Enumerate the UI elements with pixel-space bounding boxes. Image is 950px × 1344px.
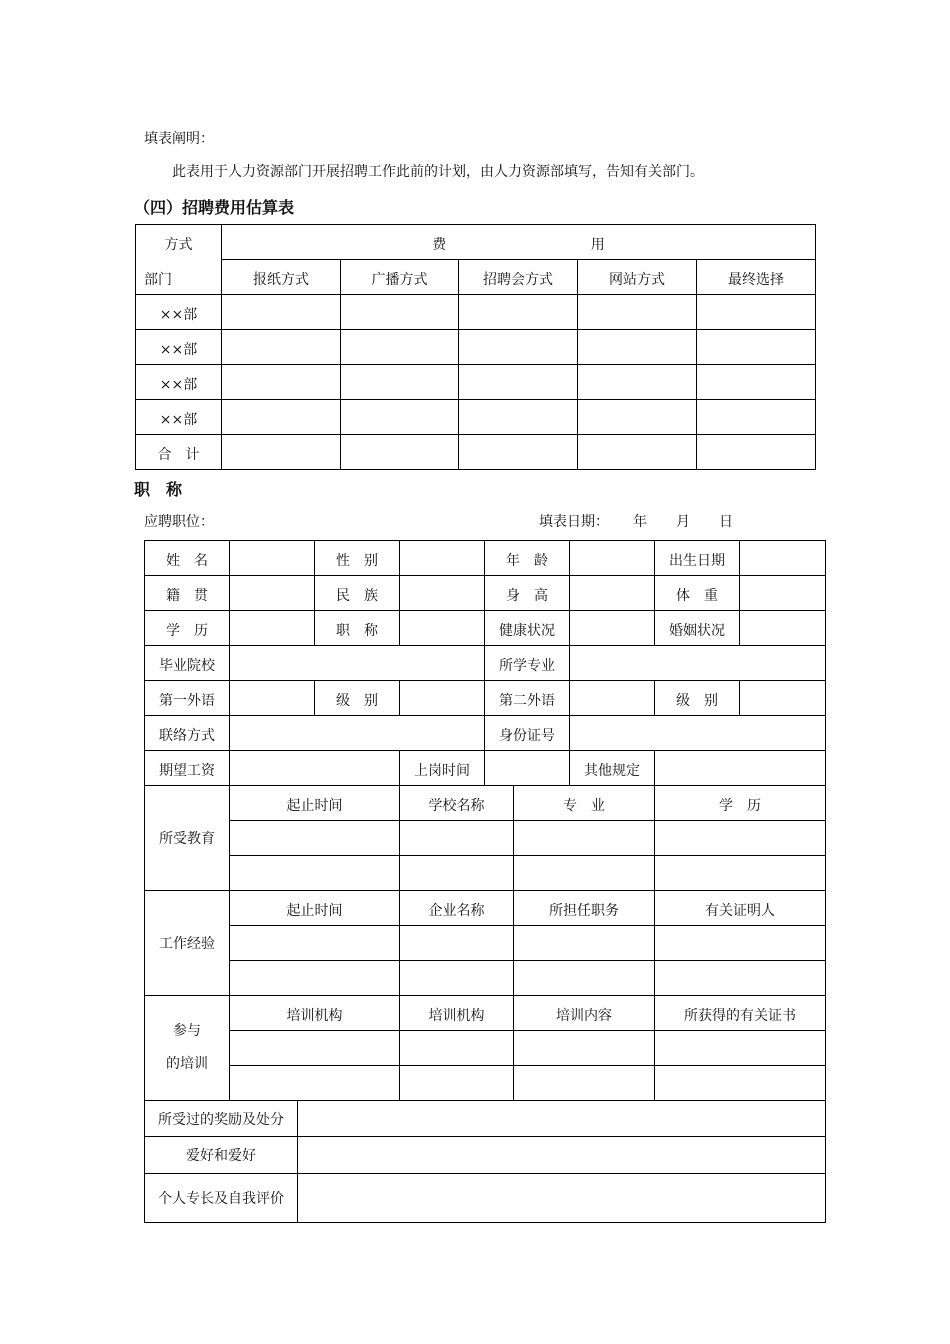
edu-cell[interactable] bbox=[400, 856, 514, 891]
cost-cell[interactable] bbox=[459, 365, 578, 400]
cost-cell[interactable] bbox=[578, 400, 697, 435]
edu-cell[interactable] bbox=[655, 821, 826, 856]
contact-field[interactable] bbox=[230, 716, 485, 751]
cost-cell[interactable] bbox=[697, 365, 816, 400]
train-col-header: 培训内容 bbox=[514, 996, 655, 1031]
col-header: 广播方式 bbox=[341, 260, 459, 295]
fee-header bbox=[222, 225, 816, 260]
awards-field[interactable] bbox=[298, 1101, 826, 1137]
train-section-text-2: 的培训 bbox=[166, 1056, 208, 1072]
cost-cell[interactable] bbox=[341, 330, 459, 365]
school-field[interactable] bbox=[230, 646, 485, 681]
work-col-header: 有关证明人 bbox=[655, 891, 826, 926]
cost-cell[interactable] bbox=[341, 295, 459, 330]
major-label: 所学专业 bbox=[485, 646, 570, 681]
corner-bottom-cell bbox=[136, 260, 222, 295]
edu-cell[interactable] bbox=[514, 856, 655, 891]
height-label: 身 高 bbox=[485, 576, 570, 611]
train-cell[interactable] bbox=[655, 1031, 826, 1066]
edu-col-header: 专 业 bbox=[514, 786, 655, 821]
section4-title: （四）招聘费用估算表 bbox=[134, 198, 295, 217]
edu-section-text: 所受教育 bbox=[159, 831, 215, 847]
edu-section-label bbox=[145, 786, 230, 891]
applicant-register-table bbox=[144, 540, 826, 1223]
cost-cell[interactable] bbox=[697, 400, 816, 435]
edu-cell[interactable] bbox=[655, 856, 826, 891]
edu-col-header: 学校名称 bbox=[400, 786, 514, 821]
train-cell[interactable] bbox=[514, 1066, 655, 1101]
hobbies-label: 爱好和爱好 bbox=[145, 1137, 298, 1174]
lang1-label: 第一外语 bbox=[145, 681, 230, 716]
id-label: 身份证号 bbox=[485, 716, 570, 751]
marital-label: 婚姻状况 bbox=[655, 611, 740, 646]
work-col-header: 所担任职务 bbox=[514, 891, 655, 926]
contact-label: 联络方式 bbox=[145, 716, 230, 751]
work-section-text: 工作经验 bbox=[159, 936, 215, 952]
level2-label: 级 别 bbox=[655, 681, 740, 716]
position-label: 应聘职位： bbox=[144, 514, 214, 530]
cost-cell[interactable] bbox=[341, 400, 459, 435]
birth-label: 出生日期 bbox=[655, 541, 740, 576]
edu-cell[interactable] bbox=[514, 821, 655, 856]
other-label: 其他规定 bbox=[570, 751, 655, 786]
health-field[interactable] bbox=[570, 611, 655, 646]
major-field[interactable] bbox=[570, 646, 826, 681]
education-label: 学 历 bbox=[145, 611, 230, 646]
ethnic-field[interactable] bbox=[400, 576, 485, 611]
self-eval-label: 个人专长及自我评价 bbox=[145, 1174, 298, 1223]
train-cell[interactable] bbox=[230, 1066, 400, 1101]
train-col-header: 培训机构 bbox=[400, 996, 514, 1031]
cost-cell[interactable] bbox=[578, 435, 697, 470]
cost-cell[interactable] bbox=[459, 330, 578, 365]
col-header: 最终选择 bbox=[697, 260, 816, 295]
cost-cell[interactable] bbox=[341, 435, 459, 470]
marital-field[interactable] bbox=[740, 611, 826, 646]
education-field[interactable] bbox=[230, 611, 315, 646]
date-label: 填表日期： bbox=[539, 514, 609, 530]
level2-field[interactable] bbox=[740, 681, 826, 716]
cost-cell[interactable] bbox=[697, 330, 816, 365]
edu-col-header: 起止时间 bbox=[230, 786, 400, 821]
dept-row-label: ××部 bbox=[136, 365, 222, 400]
section5-title: 职 称 bbox=[134, 480, 183, 499]
school-label: 毕业院校 bbox=[145, 646, 230, 681]
col-header: 网站方式 bbox=[578, 260, 697, 295]
cost-cell[interactable] bbox=[459, 435, 578, 470]
edu-cell[interactable] bbox=[230, 856, 400, 891]
date-day: 日 bbox=[719, 514, 733, 530]
work-cell[interactable] bbox=[514, 961, 655, 996]
gender-field[interactable] bbox=[400, 541, 485, 576]
fee-left: 费 bbox=[432, 237, 447, 253]
work-cell[interactable] bbox=[230, 961, 400, 996]
dept-row-label: ××部 bbox=[136, 295, 222, 330]
dept-row-label: ××部 bbox=[136, 400, 222, 435]
cost-cell[interactable] bbox=[222, 330, 341, 365]
height-field[interactable] bbox=[570, 576, 655, 611]
health-label: 健康状况 bbox=[485, 611, 570, 646]
lang2-field[interactable] bbox=[570, 681, 655, 716]
edu-cell[interactable] bbox=[400, 821, 514, 856]
date-year: 年 bbox=[633, 514, 647, 530]
salary-label: 期望工资 bbox=[145, 751, 230, 786]
train-section-text-1: 参与 bbox=[173, 1023, 201, 1039]
col-header: 招聘会方式 bbox=[459, 260, 578, 295]
notes-label: 填表阐明： bbox=[144, 131, 214, 147]
edu-col-header: 学 历 bbox=[655, 786, 826, 821]
cost-cell[interactable] bbox=[697, 435, 816, 470]
native-field[interactable] bbox=[230, 576, 315, 611]
birth-field[interactable] bbox=[740, 541, 826, 576]
lang1-field[interactable] bbox=[230, 681, 315, 716]
corner-top-cell bbox=[136, 225, 222, 260]
work-cell[interactable] bbox=[230, 926, 400, 961]
col-header: 报纸方式 bbox=[222, 260, 341, 295]
train-cell[interactable] bbox=[400, 1066, 514, 1101]
weight-label: 体 重 bbox=[655, 576, 740, 611]
cost-cell[interactable] bbox=[459, 295, 578, 330]
native-label: 籍 贯 bbox=[145, 576, 230, 611]
total-row-label: 合 计 bbox=[136, 435, 222, 470]
lang2-label: 第二外语 bbox=[485, 681, 570, 716]
awards-label: 所受过的奖励及处分 bbox=[145, 1101, 298, 1137]
work-cell[interactable] bbox=[400, 926, 514, 961]
train-cell[interactable] bbox=[230, 1031, 400, 1066]
age-label: 年 龄 bbox=[485, 541, 570, 576]
name-label: 姓 名 bbox=[145, 541, 230, 576]
cost-cell[interactable] bbox=[222, 400, 341, 435]
corner-bottom: 部门 bbox=[144, 271, 172, 288]
work-col-header: 企业名称 bbox=[400, 891, 514, 926]
salary-field[interactable] bbox=[230, 751, 400, 786]
notes-text: 此表用于人力资源部门开展招聘工作此前的计划，由人力资源部填写，告知有关部门。 bbox=[172, 164, 704, 180]
dept-row-label: ××部 bbox=[136, 330, 222, 365]
cost-cell[interactable] bbox=[578, 365, 697, 400]
cost-cell[interactable] bbox=[222, 435, 341, 470]
date-month: 月 bbox=[676, 514, 690, 530]
name-field[interactable] bbox=[230, 541, 315, 576]
recruit-cost-table bbox=[135, 224, 816, 470]
work-cell[interactable] bbox=[655, 926, 826, 961]
train-cell[interactable] bbox=[400, 1031, 514, 1066]
start-label: 上岗时间 bbox=[400, 751, 485, 786]
cost-cell[interactable] bbox=[578, 295, 697, 330]
cost-cell[interactable] bbox=[459, 400, 578, 435]
weight-field[interactable] bbox=[740, 576, 826, 611]
edu-cell[interactable] bbox=[230, 821, 400, 856]
train-cell[interactable] bbox=[514, 1031, 655, 1066]
title-field[interactable] bbox=[400, 611, 485, 646]
train-col-header: 培训机构 bbox=[230, 996, 400, 1031]
train-section-label bbox=[145, 996, 230, 1101]
self-eval-field[interactable] bbox=[298, 1174, 826, 1223]
cost-cell[interactable] bbox=[578, 330, 697, 365]
work-cell[interactable] bbox=[400, 961, 514, 996]
work-col-header: 起止时间 bbox=[230, 891, 400, 926]
hobbies-field[interactable] bbox=[298, 1137, 826, 1174]
corner-top: 方式 bbox=[164, 237, 193, 253]
cost-cell[interactable] bbox=[341, 365, 459, 400]
id-field[interactable] bbox=[570, 716, 826, 751]
gender-label: 性 别 bbox=[315, 541, 400, 576]
work-section-label bbox=[145, 891, 230, 996]
cost-cell[interactable] bbox=[697, 295, 816, 330]
cost-cell[interactable] bbox=[222, 295, 341, 330]
age-field[interactable] bbox=[570, 541, 655, 576]
work-cell[interactable] bbox=[514, 926, 655, 961]
fee-right: 用 bbox=[590, 237, 605, 253]
train-col-header: 所获得的有关证书 bbox=[655, 996, 826, 1031]
start-field[interactable] bbox=[485, 751, 570, 786]
level1-field[interactable] bbox=[400, 681, 485, 716]
other-field[interactable] bbox=[655, 751, 826, 786]
ethnic-label: 民 族 bbox=[315, 576, 400, 611]
cost-cell[interactable] bbox=[222, 365, 341, 400]
work-cell[interactable] bbox=[655, 961, 826, 996]
title-label: 职 称 bbox=[315, 611, 400, 646]
level1-label: 级 别 bbox=[315, 681, 400, 716]
train-cell[interactable] bbox=[655, 1066, 826, 1101]
